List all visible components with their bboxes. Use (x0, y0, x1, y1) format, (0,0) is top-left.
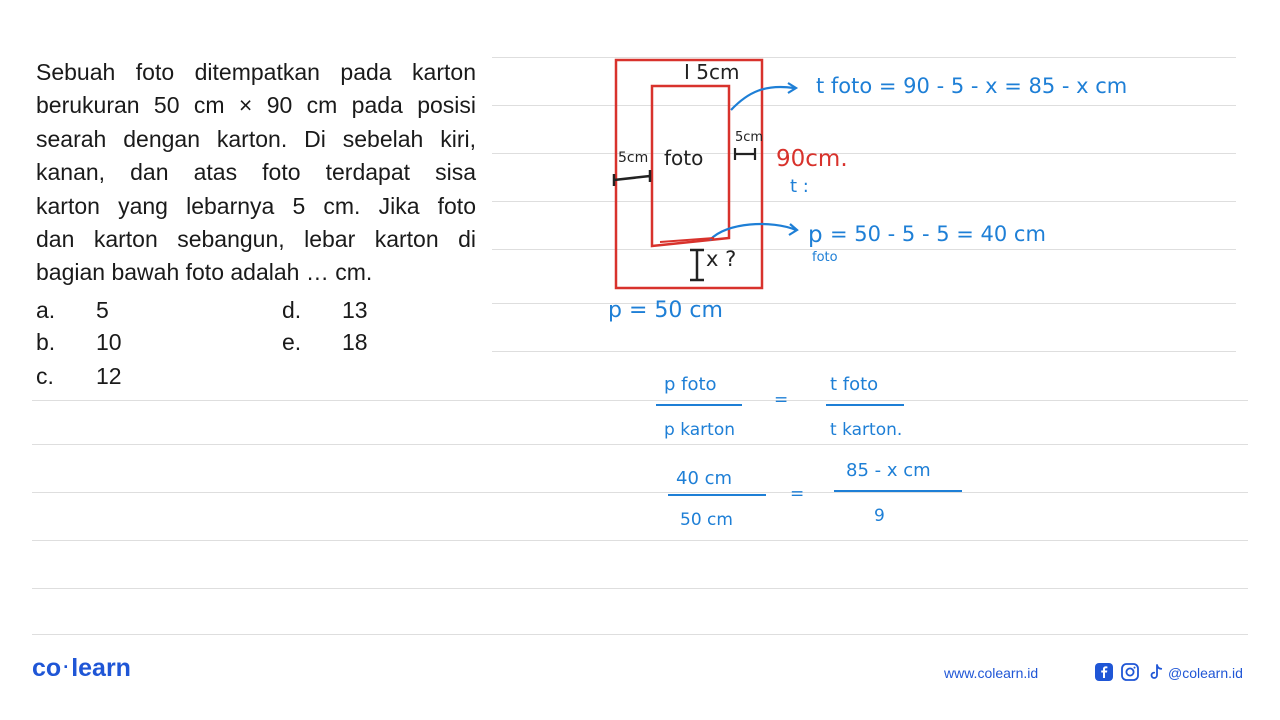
social-handle[interactable]: @colearn.id (1168, 665, 1243, 681)
height-label: 90cm. (776, 146, 848, 172)
eq2-left-num: 40 cm (676, 468, 733, 489)
question-line: dan karton sebangun, lebar karton di (36, 226, 476, 253)
logo-dot: · (63, 657, 70, 677)
eq1-left-num: p foto (664, 374, 717, 395)
website-link[interactable]: www.colearn.id (944, 665, 1039, 681)
eq2-right-bar (834, 490, 962, 492)
eq2-right-den: 9 (874, 506, 885, 526)
p-foto-sub: foto (812, 250, 838, 265)
top-margin-label: I 5cm (684, 60, 740, 84)
p-total-label: p = 50 cm (608, 298, 723, 323)
eq1-left-den: p karton (664, 420, 735, 440)
bottom-margin-mark (690, 250, 704, 280)
question-line: Sebuah foto ditempatkan pada karton (36, 59, 476, 85)
eq1-right-bar (826, 404, 904, 406)
t-label: t : (790, 176, 809, 197)
p-foto-symbol: p (808, 222, 823, 248)
karton-rect (616, 60, 762, 288)
eq2-left-den: 50 cm (680, 510, 733, 530)
eq1-right-den: t karton. (830, 420, 903, 440)
eq1-right-num: t foto (830, 374, 879, 395)
option-value: 18 (342, 329, 368, 355)
option-value: 12 (96, 363, 122, 389)
photo-label: foto (664, 146, 704, 170)
bottom-margin-label: x ? (706, 247, 737, 271)
option-value: 13 (342, 297, 368, 323)
option-letter: b. (36, 329, 56, 355)
tiktok-icon[interactable] (1146, 662, 1166, 682)
right-margin-mark (735, 148, 755, 160)
eq1-left-bar (656, 404, 742, 406)
question-line: karton yang lebarnya 5 cm. Jika foto (36, 192, 476, 219)
question-line: berukuran 50 cm × 90 cm pada posisi (36, 92, 476, 119)
option-letter: c. (36, 363, 54, 389)
option-letter: a. (36, 297, 56, 323)
eq2-left-bar (668, 494, 766, 496)
left-margin-mark (614, 170, 650, 186)
colearn-logo[interactable] (32, 654, 131, 683)
question-line: kanan, dan atas foto terdapat sisa (36, 159, 476, 186)
eq1-equals: = (774, 390, 789, 410)
option-value: 10 (96, 329, 122, 355)
option-value: 5 (96, 297, 109, 323)
question-line: searah dengan karton. Di sebelah kiri, (36, 125, 476, 152)
question-line: bagian bawah foto adalah … cm. (36, 259, 373, 286)
facebook-icon[interactable] (1094, 662, 1114, 682)
logo-text-right: learn (71, 654, 131, 682)
p-foto-note: = 50 - 5 - 5 = 40 cm (830, 222, 1046, 246)
option-letter: d. (282, 297, 302, 323)
left-margin-label: 5cm (618, 150, 649, 166)
eq2-right-num: 85 - x cm (846, 460, 931, 481)
right-margin-label: 5cm (735, 130, 764, 145)
logo-text-left: co (32, 654, 62, 682)
t-foto-note: t foto = 90 - 5 - x = 85 - x cm (816, 74, 1128, 98)
instagram-icon[interactable] (1120, 662, 1140, 682)
option-letter: e. (282, 329, 302, 355)
eq2-equals: = (790, 484, 805, 504)
